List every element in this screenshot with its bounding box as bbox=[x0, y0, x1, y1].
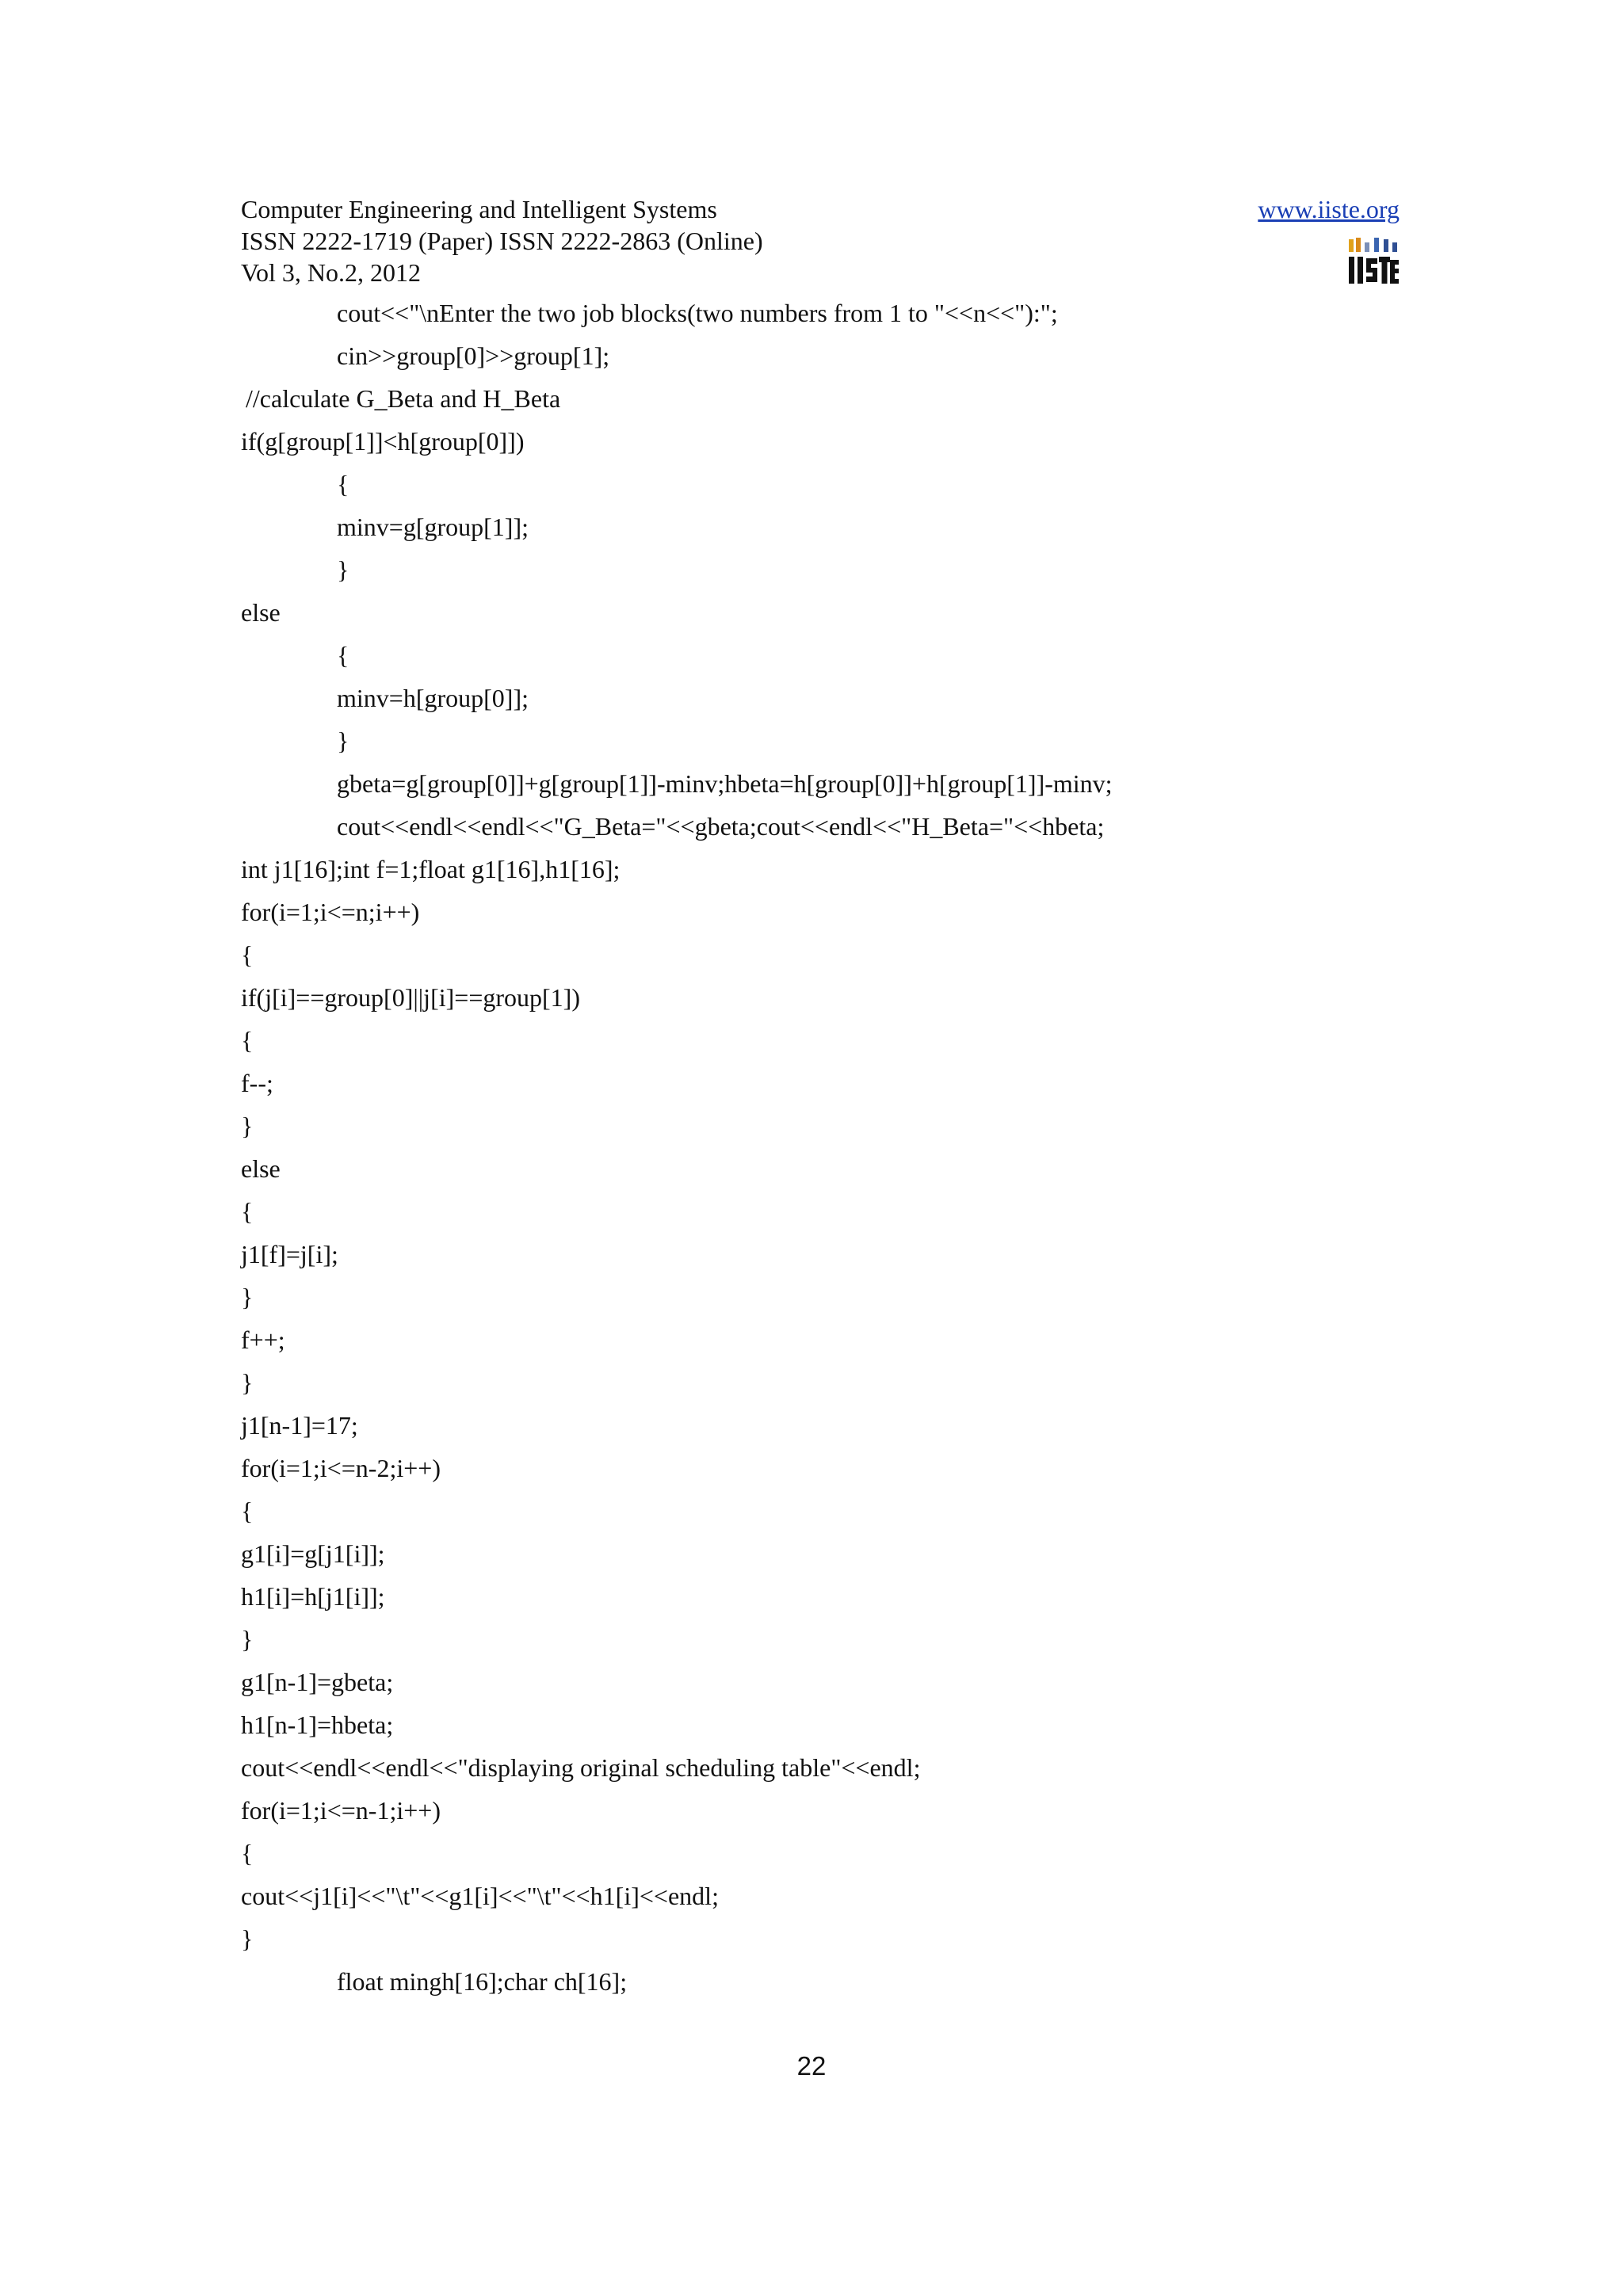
code-line: //calculate G_Beta and H_Beta bbox=[246, 384, 561, 413]
code-line: } bbox=[241, 1625, 254, 1653]
code-line: g1[n-1]=gbeta; bbox=[241, 1668, 394, 1696]
volume-line: Vol 3, No.2, 2012 bbox=[241, 258, 421, 287]
code-listing bbox=[241, 292, 1430, 2003]
code-line: { bbox=[241, 1197, 254, 1226]
code-line: { bbox=[337, 470, 349, 498]
code-line: cout<<j1[i]<<"\t"<<g1[i]<<"\t"<<h1[i]<<endl; bbox=[241, 1882, 719, 1910]
code-line: gbeta=g[group[0]]+g[group[1]]-minv;hbeta=h[group[0]]+h[group[1]]-minv; bbox=[337, 769, 1113, 798]
code-line: f++; bbox=[241, 1325, 285, 1354]
page-number: 22 bbox=[796, 2051, 827, 2081]
code-line: { bbox=[241, 1497, 254, 1525]
issn-line: ISSN 2222-1719 (Paper) ISSN 2222-2863 (Online) bbox=[241, 227, 763, 255]
code-line: if(j[i]==group[0]||j[i]==group[1]) bbox=[241, 983, 580, 1012]
code-line: cout<<endl<<endl<<"displaying original scheduling table"<<endl; bbox=[241, 1753, 921, 1782]
page-header bbox=[241, 193, 1400, 288]
journal-title: Computer Engineering and Intelligent Systems bbox=[241, 195, 717, 223]
code-line: minv=h[group[0]]; bbox=[337, 684, 529, 712]
code-line: float mingh[16];char ch[16]; bbox=[337, 1967, 628, 1996]
code-line: } bbox=[241, 1924, 254, 1953]
code-line: for(i=1;i<=n;i++) bbox=[241, 898, 420, 926]
code-line: j1[n-1]=17; bbox=[241, 1411, 358, 1440]
code-line: } bbox=[337, 555, 349, 584]
code-line: else bbox=[241, 598, 281, 627]
code-line: else bbox=[241, 1154, 281, 1183]
iiste-logo-icon bbox=[1347, 236, 1400, 285]
code-line: for(i=1;i<=n-1;i++) bbox=[241, 1796, 441, 1825]
code-line: { bbox=[241, 1839, 254, 1867]
code-line: { bbox=[337, 641, 349, 669]
code-line: } bbox=[241, 1112, 254, 1140]
code-line: { bbox=[241, 940, 254, 969]
code-line: cout<<"\nEnter the two job blocks(two numbers from 1 to "<<n<<"):"; bbox=[337, 299, 1058, 327]
code-line: cin>>group[0]>>group[1]; bbox=[337, 341, 610, 370]
journal-url-link[interactable]: www.iiste.org bbox=[1258, 195, 1400, 223]
code-line: j1[f]=j[i]; bbox=[241, 1240, 338, 1268]
code-line: { bbox=[241, 1026, 254, 1055]
code-line: g1[i]=g[j1[i]]; bbox=[241, 1539, 385, 1568]
code-line: h1[n-1]=hbeta; bbox=[241, 1711, 394, 1739]
code-line: if(g[group[1]]<h[group[0]]) bbox=[241, 427, 525, 456]
code-line: int j1[16];int f=1;float g1[16],h1[16]; bbox=[241, 855, 621, 883]
iiste-logo bbox=[1347, 236, 1400, 285]
code-line: minv=g[group[1]]; bbox=[337, 513, 529, 541]
code-line: cout<<endl<<endl<<"G_Beta="<<gbeta;cout<<endl<<"H_Beta="<<hbeta; bbox=[337, 812, 1105, 841]
code-line: } bbox=[241, 1368, 254, 1397]
code-line: } bbox=[337, 727, 349, 755]
code-line: h1[i]=h[j1[i]]; bbox=[241, 1582, 385, 1611]
code-line: for(i=1;i<=n-2;i++) bbox=[241, 1454, 441, 1482]
code-line: } bbox=[241, 1283, 254, 1311]
code-line: f--; bbox=[241, 1069, 273, 1097]
